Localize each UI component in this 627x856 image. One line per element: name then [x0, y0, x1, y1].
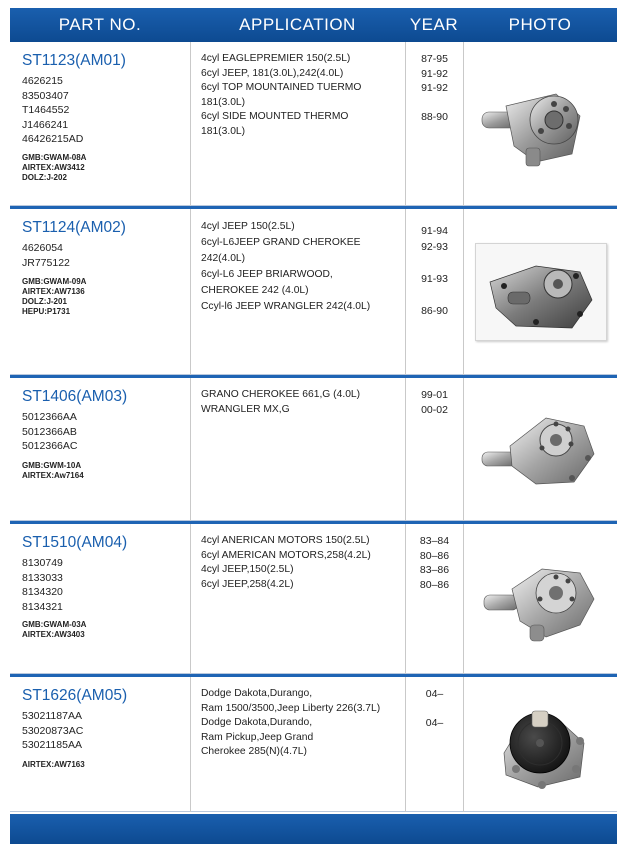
year-range: 04–: [425, 717, 444, 730]
oe-number: 8134320: [22, 586, 63, 598]
cross-reference: GMB:GWAM-09A: [22, 277, 87, 286]
cross-reference: AIRTEX:AW7136: [22, 287, 85, 296]
water-pump-photo: [476, 551, 606, 647]
year-range: 91-92: [421, 82, 448, 95]
application-line: 181(3.0L): [201, 96, 246, 108]
cross-reference: DOLZ:J-202: [22, 172, 67, 182]
oe-number: 5012366AA: [22, 411, 77, 423]
year-cell: [405, 677, 463, 812]
application-cell: [190, 378, 405, 521]
cross-reference: AIRTEX:AW3412: [22, 162, 85, 172]
photo-cell: [463, 677, 617, 812]
table-row: [10, 378, 617, 524]
year-range: 83–84: [419, 535, 450, 547]
table-row: [10, 209, 617, 378]
year-range: 80–86: [419, 578, 450, 591]
application-line: 4cyl JEEP,150(2.5L): [201, 564, 294, 576]
application-line: 4cyl ANERICAN MOTORS 150(2.5L): [201, 535, 370, 546]
part-number: ST1626(AM05): [22, 687, 128, 704]
part-number: ST1123(AM01): [22, 52, 126, 69]
application-line: Ram 1500/3500,Jeep Liberty 226(3.7L): [201, 702, 381, 714]
application-line: 6cyl AMERICAN MOTORS,258(4.2L): [201, 549, 371, 561]
water-pump-photo: [476, 402, 606, 498]
application-cell: [190, 42, 405, 206]
part-number: ST1124(AM02): [22, 219, 126, 236]
photo-cell: [463, 524, 617, 674]
oe-number: 8130749: [22, 557, 63, 569]
year-range: [406, 96, 463, 111]
oe-number: 53021185AA: [22, 739, 82, 751]
application-line: 6cyl SIDE MOUNTED THERMO: [201, 111, 349, 123]
year-range: 87-95: [421, 53, 448, 65]
application-line: GRANO CHEROKEE 661,G (4.0L): [201, 389, 361, 400]
water-pump-pulley-photo: [476, 697, 606, 793]
application-line: 6cyl JEEP, 181(3.0L),242(4.0L): [201, 67, 344, 79]
application-line: 6cyl JEEP,258(4.2L): [201, 578, 294, 590]
photo-cell: [463, 42, 617, 206]
application-cell: [190, 524, 405, 674]
year-range: [406, 702, 463, 717]
application-line: 6cyl-L6JEEP GRAND CHEROKEE: [201, 237, 361, 248]
application-line: Dodge Dakota,Durando,: [201, 717, 313, 729]
table-row: [10, 524, 617, 677]
cross-reference: DOLZ:J-201: [22, 297, 67, 306]
oe-number: 53021187AA: [22, 710, 82, 722]
year-range: 91-92: [421, 67, 448, 80]
cross-reference: GMB:GWAM-03A: [22, 620, 87, 629]
year-range: 99-01: [421, 389, 448, 401]
table-row: [10, 677, 617, 812]
year-range: 83–86: [419, 564, 450, 577]
parts-table: [10, 42, 617, 812]
year-range: 00-02: [421, 403, 448, 416]
application-cell: [190, 677, 405, 812]
oe-number: 46426215AD: [22, 133, 84, 145]
part-cell: [10, 209, 190, 375]
application-line: 181(3.0L): [201, 125, 246, 137]
application-line: Dodge Dakota,Durango,: [201, 688, 313, 699]
year-range: 86-90: [421, 305, 448, 317]
year-range: 80–86: [419, 549, 450, 562]
part-cell: [10, 378, 190, 521]
photo-cell: [463, 378, 617, 521]
application-line: 4cyl EAGLEPREMIER 150(2.5L): [201, 53, 351, 64]
header-part-no: PART NO.: [58, 15, 142, 34]
cross-reference: HEPU:P1731: [22, 307, 71, 316]
header-application: APPLICATION: [239, 15, 356, 34]
application-line: 6cyl TOP MOUNTAINED TUERMO: [201, 82, 362, 94]
year-range: 91-94: [421, 225, 448, 237]
year-cell: [405, 524, 463, 674]
part-number: ST1510(AM04): [22, 534, 128, 551]
application-line: 242(4.0L): [201, 253, 246, 264]
part-number: ST1406(AM03): [22, 388, 128, 405]
cross-reference: GMB:GWM-10A: [22, 460, 82, 470]
application-line: 4cyl JEEP 150(2.5L): [201, 221, 295, 232]
year-range: [406, 255, 463, 271]
application-line: Ram Pickup,Jeep Grand: [201, 731, 314, 743]
year-range: 04–: [425, 688, 444, 700]
header-photo: PHOTO: [508, 15, 572, 34]
oe-number: 53020873AC: [22, 724, 84, 737]
water-pump-photo: [476, 76, 606, 172]
year-range: 91-93: [421, 273, 448, 285]
table-row: [10, 42, 617, 209]
application-line: 6cyl-L6 JEEP BRIARWOOD,: [201, 269, 333, 280]
cross-reference: AIRTEX:Aw7164: [22, 470, 84, 480]
part-cell: [10, 42, 190, 206]
application-line: CHEROKEE 242 (4.0L): [201, 285, 309, 296]
cross-reference: AIRTEX:AW7163: [22, 759, 85, 769]
year-range: 92-93: [421, 241, 448, 253]
oe-number: 4626215: [22, 75, 63, 87]
oe-number: 4626054: [22, 242, 63, 254]
oe-number: J1466241: [22, 118, 69, 131]
table-header: [10, 8, 617, 42]
cross-reference: GMB:GWAM-08A: [22, 152, 87, 162]
oe-number: 8134321: [22, 600, 63, 613]
application-line: WRANGLER MX,G: [201, 403, 290, 415]
photo-cell: [463, 209, 617, 375]
oe-number: T1464552: [22, 104, 70, 116]
oe-number: 5012366AC: [22, 440, 78, 452]
application-cell: [190, 209, 405, 375]
oe-number: 83503407: [22, 89, 69, 102]
year-cell: [405, 378, 463, 521]
footer-bar: [10, 814, 617, 844]
oe-number: 8133033: [22, 571, 63, 584]
year-range: [406, 287, 463, 303]
cross-reference: AIRTEX:AW3403: [22, 630, 85, 639]
year-range: 88-90: [421, 111, 448, 124]
header-year: YEAR: [409, 15, 459, 34]
year-cell: [405, 209, 463, 375]
application-line: Cherokee 285(N)(4.7L): [201, 746, 307, 758]
year-cell: [405, 42, 463, 206]
water-pump-photo: [475, 243, 607, 341]
oe-number: JR775122: [22, 256, 70, 269]
application-line: Ccyl-l6 JEEP WRANGLER 242(4.0L): [201, 301, 371, 312]
part-cell: [10, 677, 190, 812]
oe-number: 5012366AB: [22, 425, 77, 438]
part-cell: [10, 524, 190, 674]
